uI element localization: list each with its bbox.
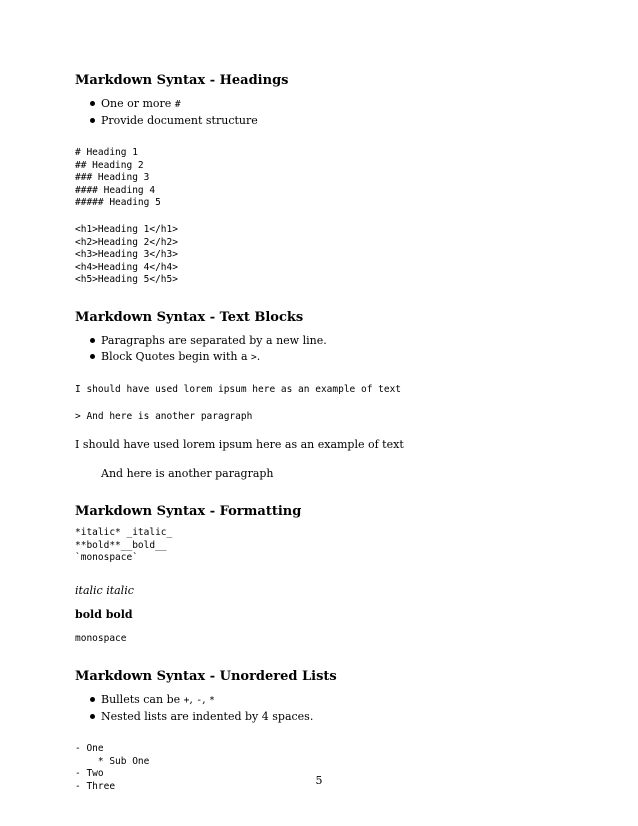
list-item: Provide document structure	[101, 113, 575, 128]
inline-code: +	[183, 694, 190, 706]
inline-code: -	[196, 694, 203, 706]
section-title-formatting: Markdown Syntax - Formatting	[75, 504, 302, 520]
list-item	[101, 349, 575, 365]
rendered-italic: italic italic	[75, 583, 134, 597]
inline-code: *	[209, 694, 215, 706]
section-title-headings: Markdown Syntax - Headings	[75, 73, 289, 88]
list-item	[101, 692, 575, 708]
code-block-html-headings: <h1>Heading 1</h1> <h2>Heading 2</h2> <h3>Heading 3</h3> <h4>Heading 4</h4> <h5>Heading 5</h5>	[75, 223, 178, 286]
bullet-text: Block Quotes begin with a	[101, 349, 252, 363]
separator: ,	[189, 692, 197, 706]
list-item	[101, 96, 575, 112]
rendered-paragraph: I should have used lorem ipsum here as an example of text	[75, 438, 404, 452]
page-number: 5	[315, 774, 323, 787]
list-item: Paragraphs are separated by a new line.	[101, 333, 575, 348]
separator: ,	[202, 692, 210, 706]
code-block-formatting: *italic* _italic_ **bold**__bold__ `monospace`	[75, 527, 173, 564]
rendered-monospace: monospace	[75, 632, 127, 644]
text-blocks-bullet-list	[75, 333, 575, 365]
list-item: Nested lists are indented by 4 spaces.	[101, 709, 575, 724]
unordered-bullet-list	[75, 692, 575, 724]
inline-code: #	[174, 99, 181, 110]
inline-code: >	[251, 351, 257, 363]
bullet-text-end: .	[256, 349, 261, 363]
code-block-quote: > And here is another paragraph	[75, 410, 253, 422]
bullet-text: One or more	[101, 97, 175, 110]
section-title-unordered-lists: Markdown Syntax - Unordered Lists	[75, 668, 337, 684]
bullet-text: Bullets can be	[101, 692, 184, 706]
code-block-paragraph: I should have used lorem ipsum here as an example of text	[75, 383, 402, 395]
headings-bullet-list	[75, 96, 575, 128]
page-content	[75, 72, 575, 793]
section-title-text-blocks: Markdown Syntax - Text Blocks	[75, 309, 304, 325]
rendered-blockquote: And here is another paragraph	[101, 467, 274, 481]
rendered-bold: bold bold	[75, 607, 133, 621]
code-block-unordered-list: - One * Sub One - Two - Three	[75, 742, 150, 792]
code-block-markdown-headings: # Heading 1 ## Heading 2 ### Heading 3 #### Heading 4 ##### Heading 5	[75, 147, 161, 209]
